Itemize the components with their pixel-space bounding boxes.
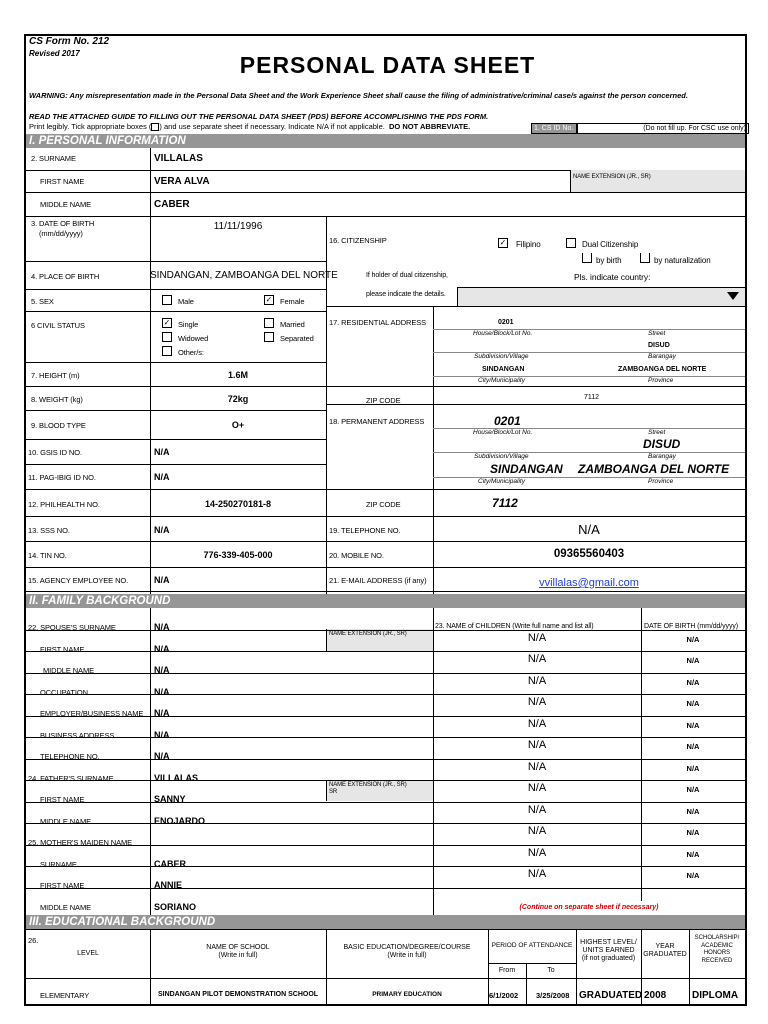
family-row-line (26, 673, 745, 674)
permanent-house-value[interactable]: 0201 (494, 414, 521, 428)
child-name[interactable]: N/A (527, 739, 547, 751)
occupation-label: OCCUPATION (40, 688, 88, 697)
mother-middle-label: MIDDLE NAME (40, 903, 91, 912)
education-course-header-2: (Write in full) (387, 952, 427, 959)
mother-first-value[interactable]: ANNIE (154, 880, 183, 890)
first-name-label: FIRST NAME (40, 177, 85, 186)
middle-name-value[interactable]: CABER (154, 199, 190, 210)
permanent-address-label: 18. PERMANENT ADDRESS (329, 417, 425, 426)
education-honors-header (689, 935, 745, 965)
education-row-year[interactable]: 2008 (644, 990, 667, 1001)
height-label: 7. HEIGHT (m) (31, 371, 80, 380)
residential-city-value[interactable]: SINDANGAN (482, 366, 525, 373)
child-name[interactable]: N/A (527, 804, 547, 816)
child-dob[interactable]: N/A (686, 785, 700, 794)
father-first-value[interactable]: SANNY (154, 794, 186, 804)
instructions-part-b: ) and use separate sheet if necessary. Indicate N/A if not applicable. (159, 122, 385, 131)
sex-label: 5. SEX (31, 297, 54, 306)
dob-value[interactable]: 11/11/1996 (213, 221, 263, 232)
civil-other-label: Other/s: (178, 348, 204, 357)
sex-male-checkbox[interactable] (162, 295, 172, 305)
weight-value[interactable]: 72kg (227, 394, 249, 404)
spouse-middle-value[interactable]: N/A (154, 665, 170, 675)
agency-employee-label: 15. AGENCY EMPLOYEE NO. (28, 576, 129, 585)
name-extension-box (570, 170, 745, 192)
philhealth-value[interactable]: 14-250270181-8 (204, 499, 272, 509)
mobile-label: 20. MOBILE NO. (329, 551, 384, 560)
education-honors-header-4: RECEIVED (701, 957, 733, 964)
mother-surname-label: SURNAME (40, 860, 77, 869)
warning-text: WARNING: Any misrepresentation made in the Personal Data Sheet and the Work Experience Sheet shall cause the filing of administrative/criminal case/s against the person concerned. (29, 91, 688, 100)
father-surname-label: 24. FATHER'S SURNAME (28, 774, 114, 783)
spouse-first-value[interactable]: N/A (154, 644, 170, 654)
spouse-first-label: FIRST NAME (40, 645, 85, 654)
education-school-header (150, 944, 326, 960)
civil-widowed-checkbox[interactable] (162, 332, 172, 342)
education-period-header: PERIOD OF ATTENDANCE (491, 942, 573, 949)
business-address-value[interactable]: N/A (154, 730, 170, 740)
child-name[interactable]: N/A (527, 782, 547, 794)
residential-address-label: 17. RESIDENTIAL ADDRESS (329, 318, 427, 327)
father-name-extension-value[interactable]: SR (329, 789, 338, 795)
residential-province-sublabel: Province (648, 377, 674, 384)
child-dob[interactable]: N/A (686, 807, 700, 816)
citizenship-by-birth-label: by birth (596, 256, 622, 265)
permanent-barangay-sublabel: Barangay (648, 453, 676, 460)
instructions-part-c: DO NOT ABBREVIATE. (389, 122, 471, 131)
child-name[interactable]: N/A (527, 653, 547, 665)
blood-type-label: 9. BLOOD TYPE (31, 421, 86, 430)
instructions-part-a: Print legibly. Tick appropriate boxes ( (29, 122, 152, 131)
citizenship-by-birth-checkbox[interactable] (582, 253, 592, 263)
cs-id-note: (Do not fill up. For CSC use only) (577, 123, 749, 134)
child-name[interactable]: N/A (527, 718, 547, 730)
education-units-header-1: HIGHEST LEVEL/ (580, 939, 637, 946)
dob-label-line1: 3. DATE OF BIRTH (31, 219, 95, 228)
first-name-value[interactable]: VERA ALVA (154, 176, 210, 187)
blood-type-value[interactable]: O+ (231, 420, 245, 430)
father-name-extension (327, 780, 433, 796)
education-row-to[interactable]: 3/25/2008 (536, 991, 570, 1000)
country-dropdown[interactable] (457, 287, 745, 306)
family-row-line (26, 630, 745, 631)
civil-married-label: Married (280, 320, 305, 329)
sex-female-checkbox[interactable]: ✓ (265, 295, 273, 304)
occupation-value[interactable]: N/A (154, 687, 170, 697)
residential-zip-value[interactable]: 7112 (584, 394, 600, 401)
education-row-school[interactable]: SINDANGAN PILOT DEMONSTRATION SCHOOL (157, 991, 319, 998)
child-dob[interactable]: N/A (686, 764, 700, 773)
residential-street-sublabel: Street (648, 330, 666, 337)
citizenship-country-label: Pls. indicate country: (574, 272, 651, 282)
sss-label: 13. SSS NO. (28, 526, 70, 535)
civil-other-checkbox[interactable] (162, 346, 172, 356)
children-dob-label: DATE OF BIRTH (mm/dd/yyyy) (644, 623, 738, 630)
spouse-middle-label: MIDDLE NAME (43, 666, 94, 675)
permanent-house-sublabel: House/Block/Lot No. (473, 429, 533, 436)
employer-label: EMPLOYER/BUSINESS NAME (40, 709, 144, 718)
mother-first-label: FIRST NAME (40, 881, 85, 890)
education-number: 26. (28, 936, 39, 945)
permanent-province-sublabel: Province (648, 478, 674, 485)
education-units-header (576, 939, 641, 963)
gsis-value[interactable]: N/A (154, 447, 170, 457)
sss-value[interactable]: N/A (154, 525, 170, 535)
citizenship-label: 16. CITIZENSHIP (329, 236, 387, 245)
education-course-header (326, 944, 488, 960)
cs-id-label: 1. CS ID No. (531, 123, 577, 134)
father-first-label: FIRST NAME (40, 795, 85, 804)
citizenship-note-1: If holder of dual citizenship, (366, 272, 448, 279)
personal-data-sheet (24, 34, 747, 1006)
education-honors-header-1: SCHOLARSHIP/ (694, 935, 740, 941)
agency-employee-value[interactable]: N/A (154, 575, 170, 585)
section-educational-background: III. EDUCATIONAL BACKGROUND (26, 915, 745, 929)
spouse-surname-value[interactable]: N/A (154, 622, 170, 632)
section-personal-information: I. PERSONAL INFORMATION (26, 134, 745, 148)
height-value[interactable]: 1.6M (227, 370, 248, 380)
pagibig-value[interactable]: N/A (154, 472, 170, 482)
residential-house-sublabel: House/Block/Lot No. (473, 330, 533, 337)
guide-text: READ THE ATTACHED GUIDE TO FILLING OUT THE PERSONAL DATA SHEET (PDS) BEFORE ACCOMPLISHING THE PDS FORM. (29, 112, 489, 121)
continue-note: (Continue on separate sheet if necessary) (519, 904, 659, 911)
citizenship-note-2: please indicate the details. (366, 291, 446, 298)
telephone-label: 19. TELEPHONE NO. (329, 526, 401, 535)
education-school-header-2: (Write in full) (218, 952, 258, 959)
education-row-units[interactable]: GRADUATED (579, 990, 643, 1001)
father-name-extension-box (326, 780, 433, 801)
education-row-level: ELEMENTARY (40, 991, 90, 1000)
family-row-line (26, 694, 745, 695)
family-row-line (26, 823, 745, 824)
civil-separated-label: Separated (280, 334, 314, 343)
education-course-header-1: BASIC EDUCATION/DEGREE/COURSE (343, 944, 471, 951)
child-dob[interactable]: N/A (686, 742, 700, 751)
email-label: 21. E-MAIL ADDRESS (if any) (329, 576, 427, 585)
sex-male-label: Male (178, 297, 194, 306)
education-row-course[interactable]: PRIMARY EDUCATION (372, 991, 442, 998)
permanent-barangay-value[interactable]: DISUD (643, 437, 681, 451)
family-row-line (26, 780, 745, 781)
permanent-subdivision-sublabel: Subdivision/Village (474, 453, 529, 460)
form-revision: Revised 2017 (29, 49, 80, 58)
employer-value[interactable]: N/A (154, 708, 170, 718)
civil-status-label: 6 CIVIL STATUS (31, 321, 85, 330)
education-row-from[interactable]: 6/1/2002 (489, 991, 519, 1000)
spouse-surname-label: 22. SPOUSE'S SURNAME (28, 623, 116, 632)
education-year-header-1: YEAR (655, 943, 675, 950)
father-middle-label: MIDDLE NAME (40, 817, 91, 826)
residential-zip-label: ZIP CODE (366, 396, 401, 405)
section-family-background: II. FAMILY BACKGROUND (26, 594, 745, 608)
child-dob[interactable]: N/A (686, 721, 700, 730)
family-row-line (26, 845, 745, 846)
child-name[interactable]: N/A (527, 632, 547, 644)
citizenship-by-naturalization-checkbox[interactable] (640, 253, 650, 263)
tin-value[interactable]: 776-339-405-000 (203, 550, 273, 560)
family-row-line (26, 802, 745, 803)
permanent-street-sublabel: Street (648, 429, 666, 436)
family-row-line (26, 888, 745, 889)
residential-province-value[interactable]: ZAMBOANGA DEL NORTE (618, 366, 707, 373)
child-name[interactable]: N/A (527, 696, 547, 708)
surname-value[interactable]: VILLALAS (154, 153, 203, 164)
child-dob[interactable]: N/A (686, 871, 700, 880)
spouse-telephone-value[interactable]: N/A (154, 751, 170, 761)
chevron-down-icon[interactable] (727, 292, 739, 300)
residential-barangay-sublabel: Barangay (648, 353, 676, 360)
spouse-name-extension-label: NAME EXTENSION (JR., SR) (329, 631, 407, 637)
permanent-zip-value[interactable]: 7112 (492, 496, 518, 510)
email-link[interactable]: vvillalas@gmail.com (539, 577, 639, 589)
child-dob[interactable]: N/A (686, 699, 700, 708)
child-name[interactable]: N/A (527, 675, 547, 687)
sex-female-label: Female (280, 297, 305, 306)
spouse-name-extension-box (326, 629, 433, 651)
child-name[interactable]: N/A (527, 847, 547, 859)
pagibig-label: 11. PAG-IBIG ID NO. (28, 473, 96, 482)
citizenship-dual-checkbox[interactable] (566, 238, 576, 248)
mobile-value[interactable]: 09365560403 (553, 548, 625, 560)
middle-name-label: MIDDLE NAME (40, 200, 91, 209)
education-honors-header-2: ACADEMIC (701, 942, 733, 949)
education-to-header: To (547, 967, 555, 974)
civil-single-checkbox[interactable]: ✓ (163, 318, 171, 327)
tin-label: 14. TIN NO. (28, 551, 67, 560)
spouse-telephone-label: TELEPHONE NO. (40, 752, 100, 761)
residential-subdivision-sublabel: Subdivision/Village (474, 353, 529, 360)
residential-house-value[interactable]: 0201 (498, 319, 514, 326)
residential-city-sublabel: City/Municipality (478, 377, 525, 384)
pob-label: 4. PLACE OF BIRTH (31, 272, 100, 281)
education-units-header-3: (if not graduated) (581, 955, 636, 962)
child-name[interactable]: N/A (527, 868, 547, 880)
mother-maiden-label: 25. MOTHER'S MAIDEN NAME (28, 838, 133, 847)
family-row-line (26, 651, 745, 652)
education-units-header-2: UNITS EARNED (582, 947, 635, 954)
education-level-header: LEVEL (77, 950, 99, 957)
mother-surname-value[interactable]: CABER (154, 859, 187, 869)
citizenship-filipino-label: Filipino (516, 240, 541, 249)
residential-barangay-value[interactable]: DISUD (648, 342, 670, 349)
child-dob[interactable]: N/A (686, 656, 700, 665)
business-address-label: BUSINESS ADDRESS (40, 731, 115, 740)
family-row-line (26, 866, 745, 867)
education-school-header-1: NAME OF SCHOOL (206, 944, 270, 951)
civil-separated-checkbox[interactable] (264, 332, 274, 342)
child-name[interactable]: N/A (527, 825, 547, 837)
citizenship-by-naturalization-label: by naturalization (654, 256, 711, 265)
permanent-city-sublabel: City/Municipality (478, 478, 525, 485)
education-year-header (641, 943, 689, 959)
email-value[interactable] (433, 573, 745, 591)
family-row-line (26, 737, 745, 738)
pob-value[interactable]: SINDANGAN, ZAMBOANGA DEL NORTE (150, 270, 338, 281)
citizenship-filipino-checkbox[interactable]: ✓ (499, 238, 507, 247)
mother-middle-value[interactable]: SORIANO (154, 902, 197, 912)
education-year-header-2: GRADUATED (643, 951, 687, 958)
dob-label-line2: (mm/dd/yyyy) (39, 229, 83, 238)
education-honors-header-3: HONORS (703, 950, 731, 956)
citizenship-dual-label: Dual Citizenship (582, 240, 639, 249)
family-row-line (26, 759, 745, 760)
child-dob[interactable]: N/A (686, 678, 700, 687)
dob-label (31, 219, 94, 239)
surname-label: 2. SURNAME (31, 154, 76, 163)
form-number: CS Form No. 212 (29, 36, 110, 47)
name-extension-label: NAME EXTENSION (JR., SR) (573, 174, 651, 180)
telephone-value[interactable]: N/A (578, 522, 600, 537)
child-dob[interactable]: N/A (686, 850, 700, 859)
permanent-zip-label: ZIP CODE (366, 500, 401, 509)
gsis-label: 10. GSIS ID NO. (28, 448, 82, 457)
philhealth-label: 12. PHILHEALTH NO. (28, 500, 100, 509)
weight-label: 8. WEIGHT (kg) (31, 395, 83, 404)
father-middle-value[interactable]: ENOJARDO (154, 816, 206, 826)
child-name[interactable]: N/A (527, 761, 547, 773)
education-from-header: From (498, 967, 516, 974)
child-dob[interactable]: N/A (686, 635, 700, 644)
civil-married-checkbox[interactable] (264, 318, 274, 328)
children-label: 23. NAME of CHILDREN (Write full name and list all) (435, 623, 594, 630)
civil-single-label: Single (178, 320, 199, 329)
father-surname-value[interactable]: VILLALAS (154, 773, 198, 783)
permanent-province-value[interactable]: ZAMBOANGA DEL NORTE (578, 462, 730, 476)
child-dob[interactable]: N/A (686, 828, 700, 837)
father-name-extension-label: NAME EXTENSION (JR., SR) (329, 782, 407, 788)
civil-widowed-label: Widowed (178, 334, 209, 343)
instructions-text (29, 122, 470, 131)
page-title: PERSONAL DATA SHEET (239, 52, 536, 78)
education-row-honors[interactable]: DIPLOMA (692, 990, 739, 1001)
permanent-city-value[interactable]: SINDANGAN (490, 462, 563, 476)
